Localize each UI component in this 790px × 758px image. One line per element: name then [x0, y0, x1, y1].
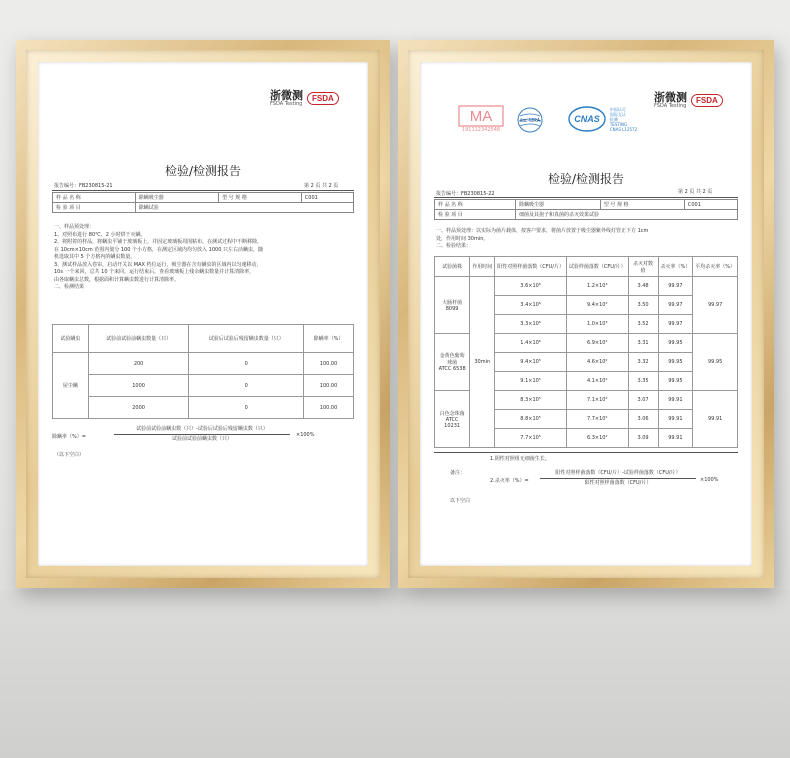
table-cell: 8.8×10⁵ [495, 410, 567, 429]
fsda-logo [270, 90, 339, 107]
table-cell: 3.06 [628, 410, 658, 429]
fsda-badge: FSDA [307, 92, 339, 105]
formula-denominator: 试验前试验前螨虫数（只） [171, 436, 232, 442]
table-cell: 3.09 [628, 429, 658, 448]
header-rule [434, 197, 738, 198]
table-cell: 99.95 [658, 334, 693, 353]
table-cell: 1.4×10⁶ [495, 334, 567, 353]
table-cell: 99.97 [658, 296, 693, 315]
strain-name-cell: 大肠杆菌 8099 [435, 277, 470, 334]
table-cell: 99.97 [658, 277, 693, 296]
table-cell: 3.48 [628, 277, 658, 296]
method-section: 一、样品预处理：以实际为菌片载体，按客户要求，将菌片放置于吸尘器紫外线灯管正下方 1cm 处，作用时间 30min。 二、检验结果： [436, 228, 649, 249]
formula-numerator: 试验前试验前螨虫数（只）-试验后试验后残留螨虫数（只） [114, 426, 290, 435]
ma-mark-icon [458, 105, 504, 127]
strain-name-cell: 金黄色葡萄 球菌 ATCC 6538 [435, 334, 470, 391]
note-rule [434, 452, 738, 453]
report-title: 检验/检测报告 [547, 172, 625, 186]
page-number: 第 2 页 共 2 页 [304, 183, 339, 189]
note-line-2: 2.杀灭率（%）= [490, 478, 529, 484]
table-cell: 99.91 [658, 410, 693, 429]
note-formula-multiplier: ×100% [700, 477, 719, 483]
average-kill-rate-cell: 99.95 [693, 334, 738, 391]
table-cell: 99.97 [658, 315, 693, 334]
mite-result-table: 试验螨虫 试验前试验前螨虫数量（只） 试验后试验后残留螨虫数量（只） 除螨率（%） 屋尘螨 200 0 100.00 1000 0 100.00 2000 0 100.00 [52, 324, 354, 419]
table-cell: 6.9×10² [566, 334, 628, 353]
table-cell: 7.7×10² [566, 410, 628, 429]
logo-chinese-text: 浙微测 [270, 89, 303, 102]
page-number: 第 2 页 共 2 页 [678, 189, 713, 195]
left-report-paper [38, 62, 368, 566]
average-kill-rate-cell: 99.97 [693, 277, 738, 334]
cnas-logo-icon [567, 105, 607, 133]
table-cell: 9.1×10⁵ [495, 372, 567, 391]
floor [0, 590, 790, 758]
strain-name-cell: 白色念珠菌 ATCC 10231 [435, 391, 470, 448]
table-cell: 4.1×10² [566, 372, 628, 391]
note-formula-denominator: 阳性对照样菌落数（CFU/片） [584, 480, 652, 486]
table-cell: 7.1×10² [566, 391, 628, 410]
report-number: 报告编号：FB230815-21 [54, 183, 113, 189]
end-note: 以下空白 [450, 498, 471, 504]
table-row [435, 277, 738, 296]
formula-label: 除螨率（%）= [52, 434, 86, 440]
table-cell: 99.95 [658, 372, 693, 391]
report-title: 检验/检测报告 [164, 164, 242, 178]
method-section: 一、样品预处理： 1、对照布进行 80℃、2 小时烘干灭螨。 2、将附着的样品，将螨虫平铺于玻璃板上，并固定玻璃板周围粘布，在测试过程中不断移除， 在 10cm×10cm 范围内划分 100 个小方格，在测定区域内均匀放入 1000 只左右活螨虫，随 机选取其中 5 个方格内的螨虫数量。 3、测试样品放入卷帘，启动开关以 MAX 档位运行，吸尘器在含有螨虫的区域内以匀速移动， 10s 一个来回，总共 10 个来回，运行结束后，查看玻璃板上残余螨虫数量并计算清除率， 由各取螨虫总数，根据面积计算螨虫数进行计算清除率。 二、检测结果 [54, 224, 263, 290]
logo-chinese-text: 浙微测 [654, 91, 687, 104]
table-cell: 3.07 [628, 391, 658, 410]
header-rule [52, 190, 354, 191]
table-cell: 99.91 [658, 391, 693, 410]
ilac-globe-icon [516, 106, 544, 134]
note-formula-numerator: 阳性对照样菌落数（CFU/片）-试验样菌落数（CFU/片） [540, 470, 696, 479]
table-cell: 7.7×10⁵ [495, 429, 567, 448]
left-certificate-frame [16, 40, 390, 588]
table-cell: 99.91 [658, 429, 693, 448]
cnas-caption: 中国认可 国际互认 检测 TESTING CNAS L12572 [609, 106, 638, 132]
note-label: 备注： [450, 470, 466, 476]
table-cell: 1.2×10³ [566, 277, 628, 296]
average-kill-rate-cell: 99.91 [693, 391, 738, 448]
ilac-stamp [510, 106, 550, 134]
table-cell: 4.6×10² [566, 353, 628, 372]
bacteria-result-table: 试验菌株 作用时间 阳性对照样菌落数（CFU/片） 试验样菌落数（CFU/片） 杀灭对数值 杀灭率（%） 平均杀灭率（%） 大肠杆菌 8099 30min 3.6×10⁶ 1.2×10³ 3.48 99.97 99.97 3.4×10⁶ 9.4×10² 3.50 99.97 3.3×10⁶ 1.0×10³ 3.52 99.97 金黄色葡萄 球菌 ATCC 6538 1.4×10⁶ 6.9×10² 3.31 99.95 99.95 9.4×10⁵ 4.6×10² 3.32 99.95 9.1×10⁵ 4.1×10² 3.35 99.95 白色念珠菌 ATCC 10231 8.3×10⁵ 7.1×10² 3.07 99.91 99.91 8.8×10⁵ 7.7×10² 3.06 99.91 7.7×10⁵ 6.3×10² 3.09 99.91 [434, 256, 738, 448]
logo-english-text: FSDA Testing [270, 101, 303, 107]
svg-text:ilac-MRA: ilac-MRA [519, 118, 541, 124]
table-cell: 9.4×10⁵ [495, 353, 567, 372]
table-cell: 6.3×10² [566, 429, 628, 448]
right-report-paper [420, 62, 752, 566]
table-cell: 3.32 [628, 353, 658, 372]
table-cell: 3.35 [628, 372, 658, 391]
formula-multiplier: ×100% [296, 432, 315, 438]
note-line-1: 1.阴性对照组无细菌生长。 [490, 456, 550, 462]
table-cell: 3.6×10⁶ [495, 277, 567, 296]
right-certificate-frame [398, 40, 774, 588]
table-cell: 3.4×10⁶ [495, 296, 567, 315]
table-cell: 3.3×10⁶ [495, 315, 567, 334]
table-cell: 3.31 [628, 334, 658, 353]
ma-number: 191112342548 [461, 127, 501, 133]
logo-english-text: FSDA Testing [654, 103, 687, 109]
cnas-stamp [554, 104, 650, 134]
table-cell: 3.52 [628, 315, 658, 334]
fsda-badge: FSDA [691, 94, 723, 107]
table-cell: 1.0×10³ [566, 315, 628, 334]
table-cell: 99.95 [658, 353, 693, 372]
end-note: （以下空白） [54, 452, 85, 458]
svg-text:CNAS: CNAS [574, 114, 600, 124]
ma-stamp [456, 104, 506, 134]
table-cell: 9.4×10² [566, 296, 628, 315]
svg-text:MA: MA [469, 108, 493, 125]
table-cell: 3.50 [628, 296, 658, 315]
sample-info-table: 样 品 名 称 除螨吸尘器 型 号 规 格 C001 检 验 项 目 除螨试验 [52, 192, 354, 213]
report-number: 报告编号：FB230815-22 [436, 191, 495, 197]
sample-info-table: 样 品 名 称 除螨吸尘器 型 号 规 格 C001 检 验 项 目 细菌及其孢子和真菌的杀灭效果试验 [434, 199, 738, 220]
table-cell: 8.3×10⁵ [495, 391, 567, 410]
exposure-time-cell: 30min [470, 277, 495, 448]
fsda-logo [654, 92, 723, 109]
